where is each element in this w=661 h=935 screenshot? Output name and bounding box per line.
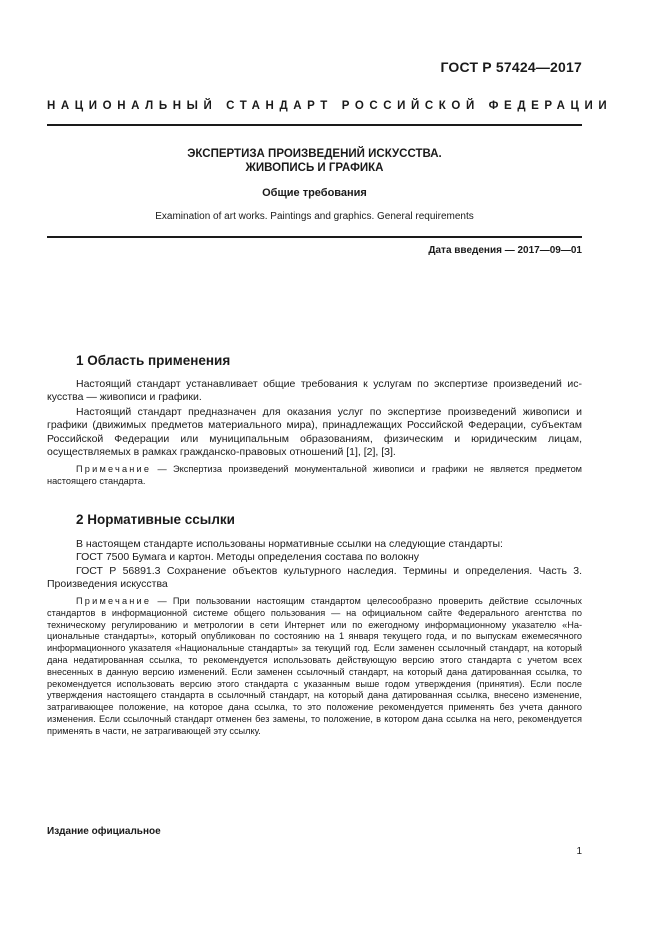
title-line-2: ЖИВОПИСЬ И ГРАФИКА: [245, 162, 384, 174]
title-divider: [47, 236, 582, 238]
title-line-1: ЭКСПЕРТИЗА ПРОИЗВЕДЕНИЙ ИСКУССТВА.: [187, 148, 442, 160]
section-2-paragraph-1: В настоящем стандарте использованы нормативные ссылки на следующие стандарты:: [76, 538, 503, 550]
section-2-reference-2: ГОСТ Р 56891.3 Сохранение объектов культурного наследия. Термины и определения. Часть 3. Произведения искусства: [47, 565, 582, 591]
section-2-note: [47, 596, 582, 738]
official-edition-label: Издание официальное: [47, 826, 161, 837]
section-1-paragraph-2: Настоящий стандарт предназначен для оказания услуг по экспертизе произведений живописи и графики (движимых предметов материального мира), принадлежащих Российской Федерации, субъектам Российской Федерации или муниципальным образованиям, физическим и юридическим лицам, осуществляемых в рамках гражданско-правовых отношений [1], [2], [3].: [47, 406, 582, 459]
national-standard-header: НАЦИОНАЛЬНЫЙ СТАНДАРТ РОССИЙСКОЙ ФЕДЕРАЦИИ: [47, 100, 613, 112]
document-title: [47, 147, 582, 175]
document-subtitle: Общие требования: [262, 187, 367, 199]
section-1-paragraph-1: Настоящий стандарт устанавливает общие требования к услугам по экспертизе произведений искусства — живописи и графики.: [47, 378, 582, 404]
section-2-reference-1: ГОСТ 7500 Бумага и картон. Методы определения состава по волокну: [76, 551, 420, 563]
section-1-heading: 1 Область применения: [76, 353, 231, 368]
page-number: 1: [576, 846, 582, 857]
note-label: Примечание: [76, 464, 152, 474]
note-text: — При пользовании настоящим стандартом целесообразно проверить действие ссылочных стандартов в информационной системе общего пользования — на официальном сайте Федерального агентства по техническому регулированию и метрологии в сети Интернет или по ежегодному информационному указателю «Национальные стандарты», который опубликован по состоянию на 1 января текущего года, и по выпускам ежемесячного информационного указателя «Национальные стандарты» за текущий год. Если заменен ссылочный стандарт, на который дана недатированная ссылка, то рекомендуется использовать действующую версию этого стандарта с учетом всех внесенных в данную версию изменений. Если заменен ссылочный стандарт, на который дана датированная ссылка, то рекомендуется использовать версию этого стандарта с указанным выше годом утверждения (принятия). Если после утверждения настоящего стандарта в ссылочный стандарт, на который дана датированная ссылка, внесено изменение, затрагивающее положение, на которое дана ссылка, то это положение рекомендуется применять без учета данного изменения. Если ссылочный стандарт отменен без замены, то положение, в котором дана ссылка на него, рекомендуется применять в части, не затрагивающей эту ссылку.: [47, 596, 582, 736]
effective-date: Дата введения — 2017—09—01: [428, 245, 582, 256]
note-label: Примечание: [76, 596, 152, 606]
english-title: Examination of art works. Paintings and graphics. General requirements: [155, 211, 474, 222]
document-number: ГОСТ Р 57424—2017: [440, 59, 582, 75]
top-divider: [47, 124, 582, 126]
note-text: — Экспертиза произведений монументальной живописи и графики не является предметом настоящего стандарта.: [47, 464, 582, 486]
section-2-heading: 2 Нормативные ссылки: [76, 512, 235, 527]
section-1-note: [47, 464, 582, 488]
